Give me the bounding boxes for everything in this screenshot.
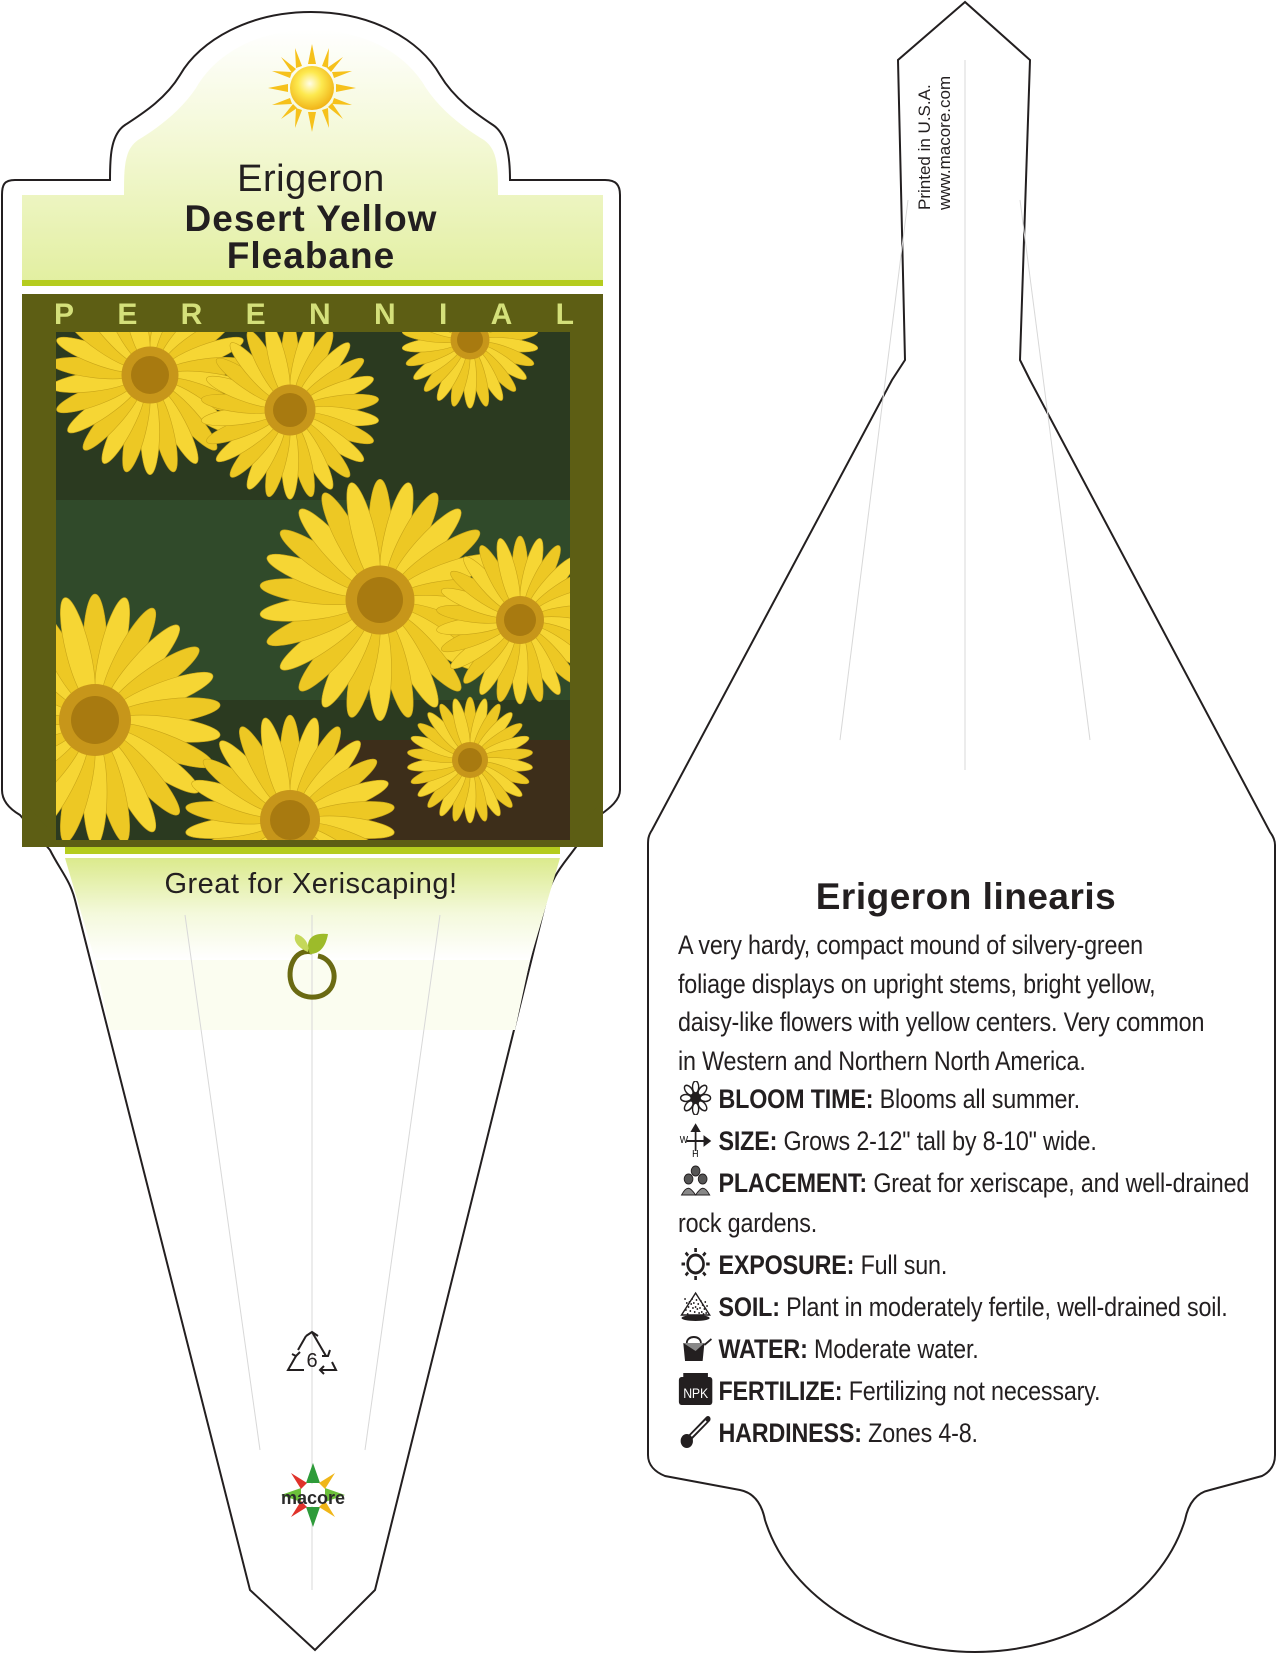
category-letter: I [438, 298, 448, 331]
sun-outline-icon [678, 1250, 718, 1280]
plant-common-name-line1: Desert Yellow [184, 198, 438, 239]
attribute-row [678, 1288, 1228, 1327]
attribute-value: Blooms all summer. [879, 1084, 1080, 1114]
svg-text:H: H [692, 1147, 699, 1157]
sun-icon [268, 44, 356, 132]
attribute-label: HARDINESS: [718, 1418, 862, 1448]
category-letter: A [490, 298, 513, 331]
category-label [54, 298, 574, 332]
category-letter: N [373, 298, 396, 331]
attribute-label: WATER: [718, 1334, 808, 1364]
flower-icon [678, 1084, 718, 1114]
botanical-name: Erigeron linearis [815, 876, 1117, 917]
attribute-value: Grows 2-12" tall by 8-10" wide. [783, 1126, 1097, 1156]
attribute-label: FERTILIZE: [718, 1376, 843, 1406]
category-letter: P [54, 298, 75, 331]
attribute-row [678, 1122, 1097, 1161]
watering-can-icon [678, 1334, 718, 1364]
printed-info [915, 20, 975, 210]
website-link[interactable]: www.macore.com [935, 75, 954, 210]
attribute-label: SOIL: [718, 1292, 780, 1322]
plant-genus: Erigeron [237, 158, 385, 200]
thermometer-icon [678, 1418, 718, 1448]
printed-in-label: Printed in U.S.A. [915, 84, 934, 210]
soil-icon [678, 1292, 718, 1322]
attribute-label: PLACEMENT: [718, 1168, 868, 1198]
category-letter: E [245, 298, 266, 331]
attribute-row [678, 1246, 947, 1285]
svg-text:NPK: NPK [683, 1385, 708, 1402]
attribute-value: Moderate water. [813, 1334, 979, 1364]
attribute-row [678, 1414, 978, 1453]
attribute-label: EXPOSURE: [718, 1250, 855, 1280]
attribute-value: Zones 4-8. [868, 1418, 978, 1448]
placement-icon [678, 1168, 718, 1198]
attribute-row [678, 1164, 1249, 1203]
recycle-number: 6 [306, 1350, 318, 1372]
attribute-row [678, 1330, 979, 1369]
npk-icon [678, 1376, 718, 1406]
category-letter: L [555, 298, 574, 331]
svg-text:W: W [679, 1133, 688, 1146]
attribute-value: Full sun. [860, 1250, 948, 1280]
size-icon [678, 1126, 718, 1156]
attribute-label: BLOOM TIME: [718, 1084, 874, 1114]
category-letter: R [180, 298, 203, 331]
attribute-row [678, 1372, 1100, 1411]
leaf-swirl-icon [282, 930, 340, 1004]
attribute-value: Fertilizing not necessary. [848, 1376, 1101, 1406]
plant-photo [0, 272, 604, 925]
category-letter: N [308, 298, 331, 331]
category-letter: E [117, 298, 138, 331]
attribute-value-cont: rock gardens. [678, 1208, 817, 1238]
attribute-label: SIZE: [718, 1126, 778, 1156]
tagline: Great for Xeriscaping! [164, 868, 458, 900]
attribute-row [678, 1080, 1080, 1119]
attribute-value: Great for xeriscape, and well-drained [873, 1168, 1250, 1198]
plant-common-name-line2: Fleabane [226, 235, 396, 276]
brand-name: macore [280, 1488, 346, 1508]
plant-description: A very hardy, compact mound of silvery-green foliage displays on upright stems, bright yellow, daisy-like flowers with yellow centers. Very common in Western and Northern North America. [678, 930, 1205, 1076]
attribute-value: Plant in moderately fertile, well-drained soil. [786, 1292, 1228, 1322]
